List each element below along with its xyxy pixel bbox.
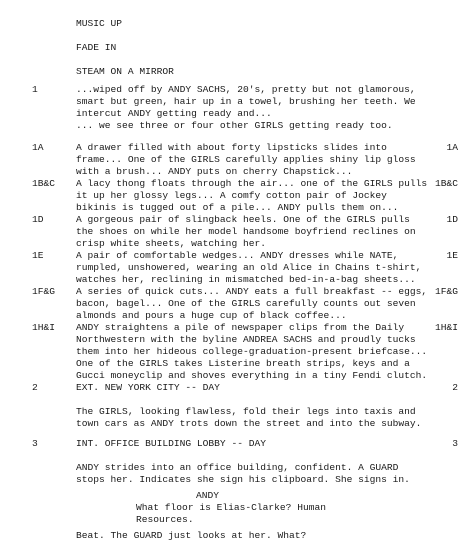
action-line: ...wiped off by ANDY SACHS, 20's, pretty but not glamorous,	[76, 84, 416, 95]
dialogue-line: Resources.	[136, 514, 194, 525]
action-line: stops her. Indicates she sign his clipboard. She signs in.	[76, 474, 410, 485]
character-name: ANDY	[196, 490, 220, 501]
action-line: crisp white sheets, watching her.	[76, 238, 266, 249]
scene-number-right: 1A	[446, 142, 458, 153]
action-line: A gorgeous pair of slingback heels. One of the GIRLS pulls	[76, 214, 410, 225]
slugline-steam-on-mirror: STEAM ON A MIRROR	[76, 66, 174, 77]
scene-number-left: 1	[32, 84, 38, 95]
action-line: bikinis is tugged out of a pile... ANDY pulls them on...	[76, 202, 399, 213]
scene-number-right: 1F&G	[434, 286, 458, 297]
scene-number-right: 3	[452, 438, 458, 449]
action-line: almonds and pours a huge cup of black coffee...	[76, 310, 347, 321]
action-line: town cars as ANDY trots down the street and into the subway.	[76, 418, 422, 429]
action-line: The GIRLS, looking flawless, fold their legs into taxis and	[76, 406, 416, 417]
scene-number-left: 1F&G	[32, 286, 56, 297]
action-line: smart but green, hair up in a towel, brushing her teeth. We	[76, 96, 416, 107]
transition-fade-in: FADE IN	[76, 42, 117, 53]
scene-number-right: 1B&C	[434, 178, 458, 189]
action-line: intercut ANDY getting ready and...	[76, 108, 272, 119]
scene-number-right: 1H&I	[434, 322, 458, 333]
action-line: ... we see three or four other GIRLS getting ready too.	[76, 120, 393, 131]
slugline: EXT. NEW YORK CITY -- DAY	[76, 382, 220, 393]
action-line: ANDY straightens a pile of newspaper clips from the Daily	[76, 322, 405, 333]
action-line: it up her glossy legs... A comfy cotton pair of Jockey	[76, 190, 387, 201]
scene-number-left: 1H&I	[32, 322, 56, 333]
scene-number-right: 2	[452, 382, 458, 393]
action-line: Northwestern with the byline ANDREA SACHS and proudly tucks	[76, 334, 416, 345]
action-line: A series of quick cuts... ANDY eats a full breakfast -- eggs,	[76, 286, 428, 297]
action-line: with a brush... ANDY puts on cherry Chapstick...	[76, 166, 353, 177]
scene-number-right: 1E	[446, 250, 458, 261]
action-line: ANDY strides into an office building, confident. A GUARD	[76, 462, 399, 473]
scene-number-left: 1D	[32, 214, 44, 225]
scene-number-left: 2	[32, 382, 38, 393]
action-line: Beat. The GUARD just looks at her. What?	[76, 530, 307, 541]
action-line: frame... One of the GIRLS carefully applies shiny lip gloss	[76, 154, 416, 165]
scene-number-right: 1D	[446, 214, 458, 225]
action-line: watches her, reclining in mismatched bed-in-a-bag sheets...	[76, 274, 416, 285]
slugline: INT. OFFICE BUILDING LOBBY -- DAY	[76, 438, 266, 449]
action-line: Gucci moneyclip and shoves everything in a tiny Fendi clutch.	[76, 370, 428, 381]
scene-number-left: 1E	[32, 250, 44, 261]
action-line: rumpled, unshowered, wearing an old Alice in Chains t-shirt,	[76, 262, 422, 273]
scene-number-left: 3	[32, 438, 38, 449]
scene-number-left: 1A	[32, 142, 44, 153]
action-line: A pair of comfortable wedges... ANDY dresses while NATE,	[76, 250, 399, 261]
action-line: One of the GIRLS takes Listerine breath strips, keys and a	[76, 358, 410, 369]
action-line: the shoes on while her model handsome boyfriend reclines on	[76, 226, 416, 237]
action-line: A lacy thong floats through the air... one of the GIRLS pulls	[76, 178, 428, 189]
scene-number-left: 1B&C	[32, 178, 56, 189]
transition-music-up: MUSIC UP	[76, 18, 123, 29]
action-line: bacon, bagel... One of the GIRLS carefully counts out seven	[76, 298, 416, 309]
dialogue-line: What floor is Elias-Clarke? Human	[136, 502, 326, 513]
action-line: them into her hideous college-graduation-present briefcase...	[76, 346, 428, 357]
action-line: A drawer filled with about forty lipsticks slides into	[76, 142, 387, 153]
